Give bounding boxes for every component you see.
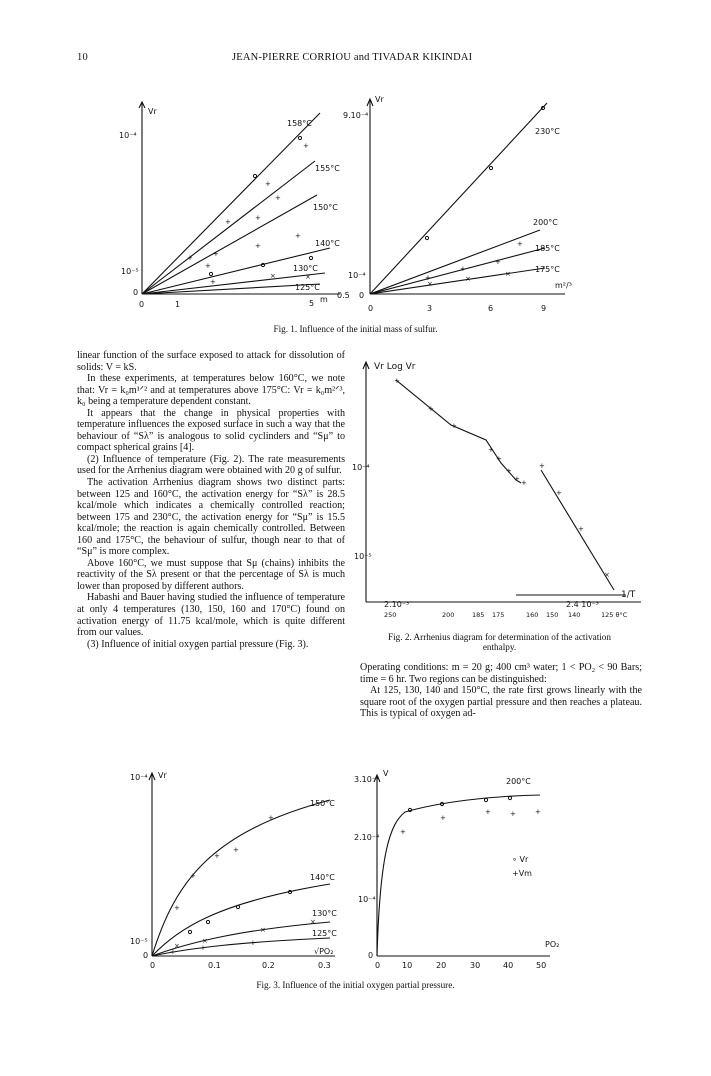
svg-text:+: + xyxy=(255,242,261,250)
fig3-right-ytick-2: 2.10⁻⁴ xyxy=(354,833,380,842)
fig3-left-ytick-top: 10⁻⁴ xyxy=(130,773,148,782)
fig2-xtick-140: 140 xyxy=(568,611,581,619)
fig2-ylabel: Vr Log Vr xyxy=(374,362,416,372)
fig1-right-ylabel: Vr xyxy=(375,95,384,104)
fig3-right-xtick-0: 0 xyxy=(375,961,381,970)
fig2-xtick-150: 150 xyxy=(546,611,559,619)
fig1-label-140: 140°C xyxy=(315,239,340,248)
fig1-line-200 xyxy=(370,230,540,294)
svg-text:+: + xyxy=(187,254,193,262)
fig3-label-150: 150°C xyxy=(310,799,335,808)
svg-text:×: × xyxy=(174,942,180,950)
fig1-line-150 xyxy=(142,195,317,294)
svg-text:+: + xyxy=(460,265,466,273)
fig3-plots xyxy=(130,762,570,972)
fig1-left-ytick-mid: 10⁻⁵ xyxy=(121,267,139,276)
fig1-line-155 xyxy=(142,161,315,294)
fig3-label-140: 140°C xyxy=(310,873,335,882)
svg-text:+: + xyxy=(425,274,431,282)
fig3-label-130: 130°C xyxy=(312,909,337,918)
fig1-label-185: 185°C xyxy=(535,244,560,253)
svg-text:+: + xyxy=(205,262,211,270)
left-column xyxy=(77,350,345,650)
svg-text:×: × xyxy=(505,270,511,278)
para-5: The activation Arrhenius diagram shows two distinct parts: between 125 and 160°C, the activation energy for “Sλ” is 28.5 kcal/mole which indicates a chemically controlled reaction; between 175 and 230°C, the activation energy for “Sμ” is 15.5 kcal/mole; the reaction is again chemically controlled. Between 160 and 175°C, the behaviour of sulfur, though near to that of “Sμ” is more complex. xyxy=(77,477,345,558)
fig2-ytick-5: 10⁻⁵ xyxy=(354,552,372,561)
fig1-label-200: 200°C xyxy=(533,218,558,227)
fig3-right-ytick-1: 10⁻⁴ xyxy=(358,895,376,904)
fig3-right-ytick-top: 3.10⁻⁴ xyxy=(354,775,380,784)
fig3-left-ylabel: Vr xyxy=(158,771,167,780)
fig2-xtick-250: 250 xyxy=(384,611,397,619)
fig1-right-ytick-mid: 10⁻⁴ xyxy=(348,271,366,280)
fig3-left-xtick-01: 0.1 xyxy=(208,961,221,970)
svg-text:+: + xyxy=(578,525,584,533)
fig3-left-xtick-02: 0.2 xyxy=(262,961,275,970)
fig2-xtick-175: 175 xyxy=(492,611,505,619)
fig2-xtop-1: 2.10⁻³ xyxy=(384,600,410,609)
svg-text:+: + xyxy=(268,814,274,822)
svg-text:+: + xyxy=(485,808,491,816)
para-4: (2) Influence of temperature (Fig. 2). The rate measurements used for the Arrhenius diagram were obtained with 20 g of sulfur. xyxy=(77,453,345,477)
para-6: Above 160°C, we must suppose that Sμ (chains) inhibits the reactivity of the Sλ present or that the percentage of Sλ is much lower than proposed by different authors. xyxy=(77,557,345,592)
svg-text:+: + xyxy=(495,258,501,266)
svg-text:+: + xyxy=(170,948,176,956)
svg-text:+: + xyxy=(210,278,216,286)
para-7: Habashi and Bauer having studied the influence of temperature at only 4 temperatures (130, 150, 160 and 170°C) found on activation energy of 11.75 kcal/mole, which is quite different from our values. xyxy=(77,592,345,639)
fig3-right-xtick-40: 40 xyxy=(503,961,514,970)
svg-text:×: × xyxy=(310,918,316,926)
fig1-left-origin: 0 xyxy=(133,288,139,297)
fig1-label-230: 230°C xyxy=(535,127,560,136)
svg-text:+: + xyxy=(428,405,434,413)
svg-text:+: + xyxy=(514,475,520,483)
fig2-caption-line1: Fig. 2. Arrhenius diagram for determination of the activation xyxy=(388,632,611,642)
para-right-2: At 125, 130, 140 and 150°C, the rate first grows linearly with the square root of the oxygen partial pressure and then reaches a plateau. This is typical of oxygen ad- xyxy=(360,685,642,720)
fig1-left-xlabel: m xyxy=(320,295,328,304)
fig2-xtick-160: 160 xyxy=(526,611,539,619)
fig1-left-ylabel: Vr xyxy=(148,107,157,116)
fig1-line-230 xyxy=(370,103,547,294)
right-column xyxy=(360,662,642,720)
fig1-left-xtick-1: 1 xyxy=(175,300,181,309)
svg-text:+: + xyxy=(496,455,502,463)
svg-text:+: + xyxy=(488,446,494,454)
fig3-label-125: 125°C xyxy=(312,929,337,938)
fig2-curve-low xyxy=(396,380,521,483)
fig3-right-xlabel: PO₂ xyxy=(545,940,560,949)
fig3-left-xlabel: √PO₂ xyxy=(314,947,334,956)
svg-text:+: + xyxy=(521,479,527,487)
fig3-left-origin: 0 xyxy=(143,951,149,960)
fig1-right-xtick-0: 0 xyxy=(368,304,374,313)
fig1-plots xyxy=(115,88,585,320)
fig3-left-xtick-0: 0 xyxy=(150,961,156,970)
fig2-arrhenius xyxy=(352,355,646,625)
fig2-bottom-ticks xyxy=(384,611,628,619)
svg-text:+: + xyxy=(394,377,400,385)
fig2-ytick-4: 10⁻⁴ xyxy=(352,463,370,472)
fig1-right-ytick-top: 9.10⁻⁴ xyxy=(343,111,369,120)
svg-text:+: + xyxy=(556,489,562,497)
fig3-legend-vm: +Vm xyxy=(512,869,532,878)
fig2-xlabel: 1/T xyxy=(621,590,636,600)
svg-text:+: + xyxy=(200,944,206,952)
svg-text:+: + xyxy=(517,240,523,248)
svg-text:+: + xyxy=(400,828,406,836)
fig3-right-xtick-20: 20 xyxy=(436,961,447,970)
svg-text:+: + xyxy=(510,810,516,818)
fig1-right-xlabel: m²/³ xyxy=(555,281,572,290)
fig1-line-175 xyxy=(370,268,545,294)
para-2: In these experiments, at temperatures below 160°C, we note that: Vr = k₀m¹ᐟ² and at temperatures above 175°C: Vr = k₀m²ᐟ³, k₀ being a temperature dependent constant. xyxy=(77,373,345,408)
running-header: JEAN-PIERRE CORRIOU and TIVADAR KIKINDAI xyxy=(232,52,473,63)
svg-text:+: + xyxy=(174,904,180,912)
fig3-right-xtick-30: 30 xyxy=(470,961,481,970)
svg-text:+: + xyxy=(440,814,446,822)
svg-text:×: × xyxy=(305,273,311,281)
svg-text:+: + xyxy=(214,852,220,860)
fig1-caption: Fig. 1. Influence of the initial mass of sulfur. xyxy=(273,324,438,334)
fig3-left-ytick-mid: 10⁻⁵ xyxy=(130,937,148,946)
fig1-label-130: 130°C xyxy=(293,264,318,273)
fig1-right-origin: 0 xyxy=(359,291,365,300)
fig2-xtick-185: 185 xyxy=(472,611,485,619)
fig1-label-175: 175°C xyxy=(535,265,560,274)
svg-text:+: + xyxy=(451,422,457,430)
fig2-xtick-125: 125 θ°C xyxy=(601,611,628,619)
fig1-label-150: 150°C xyxy=(313,203,338,212)
page-number: 10 xyxy=(77,52,88,63)
fig1-line-125 xyxy=(142,284,320,294)
svg-text:+: + xyxy=(190,872,196,880)
fig3-left-xtick-03: 0.3 xyxy=(318,961,331,970)
para-8: (3) Influence of initial oxygen partial pressure (Fig. 3). xyxy=(87,638,309,650)
svg-text:×: × xyxy=(270,272,276,280)
svg-text:×: × xyxy=(604,571,610,579)
fig1-left-ytick-top: 10⁻⁴ xyxy=(119,131,137,140)
svg-text:×: × xyxy=(427,280,433,288)
svg-text:×: × xyxy=(260,926,266,934)
svg-text:+: + xyxy=(506,467,512,475)
fig1-line-185 xyxy=(370,248,545,294)
fig3-legend-vr: ∘ Vr xyxy=(512,855,529,864)
svg-text:×: × xyxy=(202,937,208,945)
svg-text:+: + xyxy=(250,939,256,947)
svg-text:×: × xyxy=(465,275,471,283)
fig1-right-xtick-6: 6 xyxy=(488,304,494,313)
fig2-markers xyxy=(394,377,610,579)
fig3-right-xtick-10: 10 xyxy=(402,961,413,970)
fig1-left-xtick-5: 5 xyxy=(309,299,315,308)
svg-text:+: + xyxy=(539,462,545,470)
fig1-label-125: 125°C xyxy=(295,283,320,292)
fig2-caption-line2: enthalpy. xyxy=(482,642,517,652)
para-1: linear function of the surface exposed to attack for dissolution of solids: V = kS. xyxy=(77,350,345,373)
svg-text:+: + xyxy=(225,218,231,226)
fig1-label-158: 158°C xyxy=(287,119,312,128)
svg-text:+: + xyxy=(255,214,261,222)
svg-text:+: + xyxy=(275,194,281,202)
fig1-left-xtick-05: 0.5 xyxy=(337,291,350,300)
svg-text:+: + xyxy=(265,180,271,188)
fig1-left-xtick-0: 0 xyxy=(139,300,145,309)
fig3-right-origin: 0 xyxy=(368,951,374,960)
fig1-right-xtick-3: 3 xyxy=(427,304,433,313)
fig1-label-155: 155°C xyxy=(315,164,340,173)
svg-text:+: + xyxy=(535,808,541,816)
fig3-right-ylabel: V xyxy=(383,769,389,778)
svg-text:+: + xyxy=(233,846,239,854)
fig2-xtick-200: 200 xyxy=(442,611,455,619)
fig3-markers xyxy=(170,796,541,956)
svg-text:+: + xyxy=(213,250,219,258)
para-3: It appears that the change in physical properties with temperature influences the exposed surface in such a way that the behaviour of “Sλ” is analogous to solid cyclinders and “Sμ” to compact spherical grains [4]. xyxy=(77,407,345,454)
fig3-caption: Fig. 3. Influence of the initial oxygen partial pressure. xyxy=(256,980,455,990)
svg-text:+: + xyxy=(295,232,301,240)
fig2-xtop-2: 2.4 10⁻³ xyxy=(566,600,599,609)
fig1-right-xtick-9: 9 xyxy=(541,304,547,313)
fig1-markers xyxy=(187,106,545,288)
svg-text:+: + xyxy=(303,142,309,150)
fig3-label-200: 200°C xyxy=(506,777,531,786)
fig2-caption xyxy=(358,632,641,652)
fig3-right-xtick-50: 50 xyxy=(536,961,547,970)
para-right-1: Operating conditions: m = 20 g; 400 cm³ water; 1 < PO₂ < 90 Bars; time = 6 hr. Two regions can be distinguished: xyxy=(360,662,642,685)
